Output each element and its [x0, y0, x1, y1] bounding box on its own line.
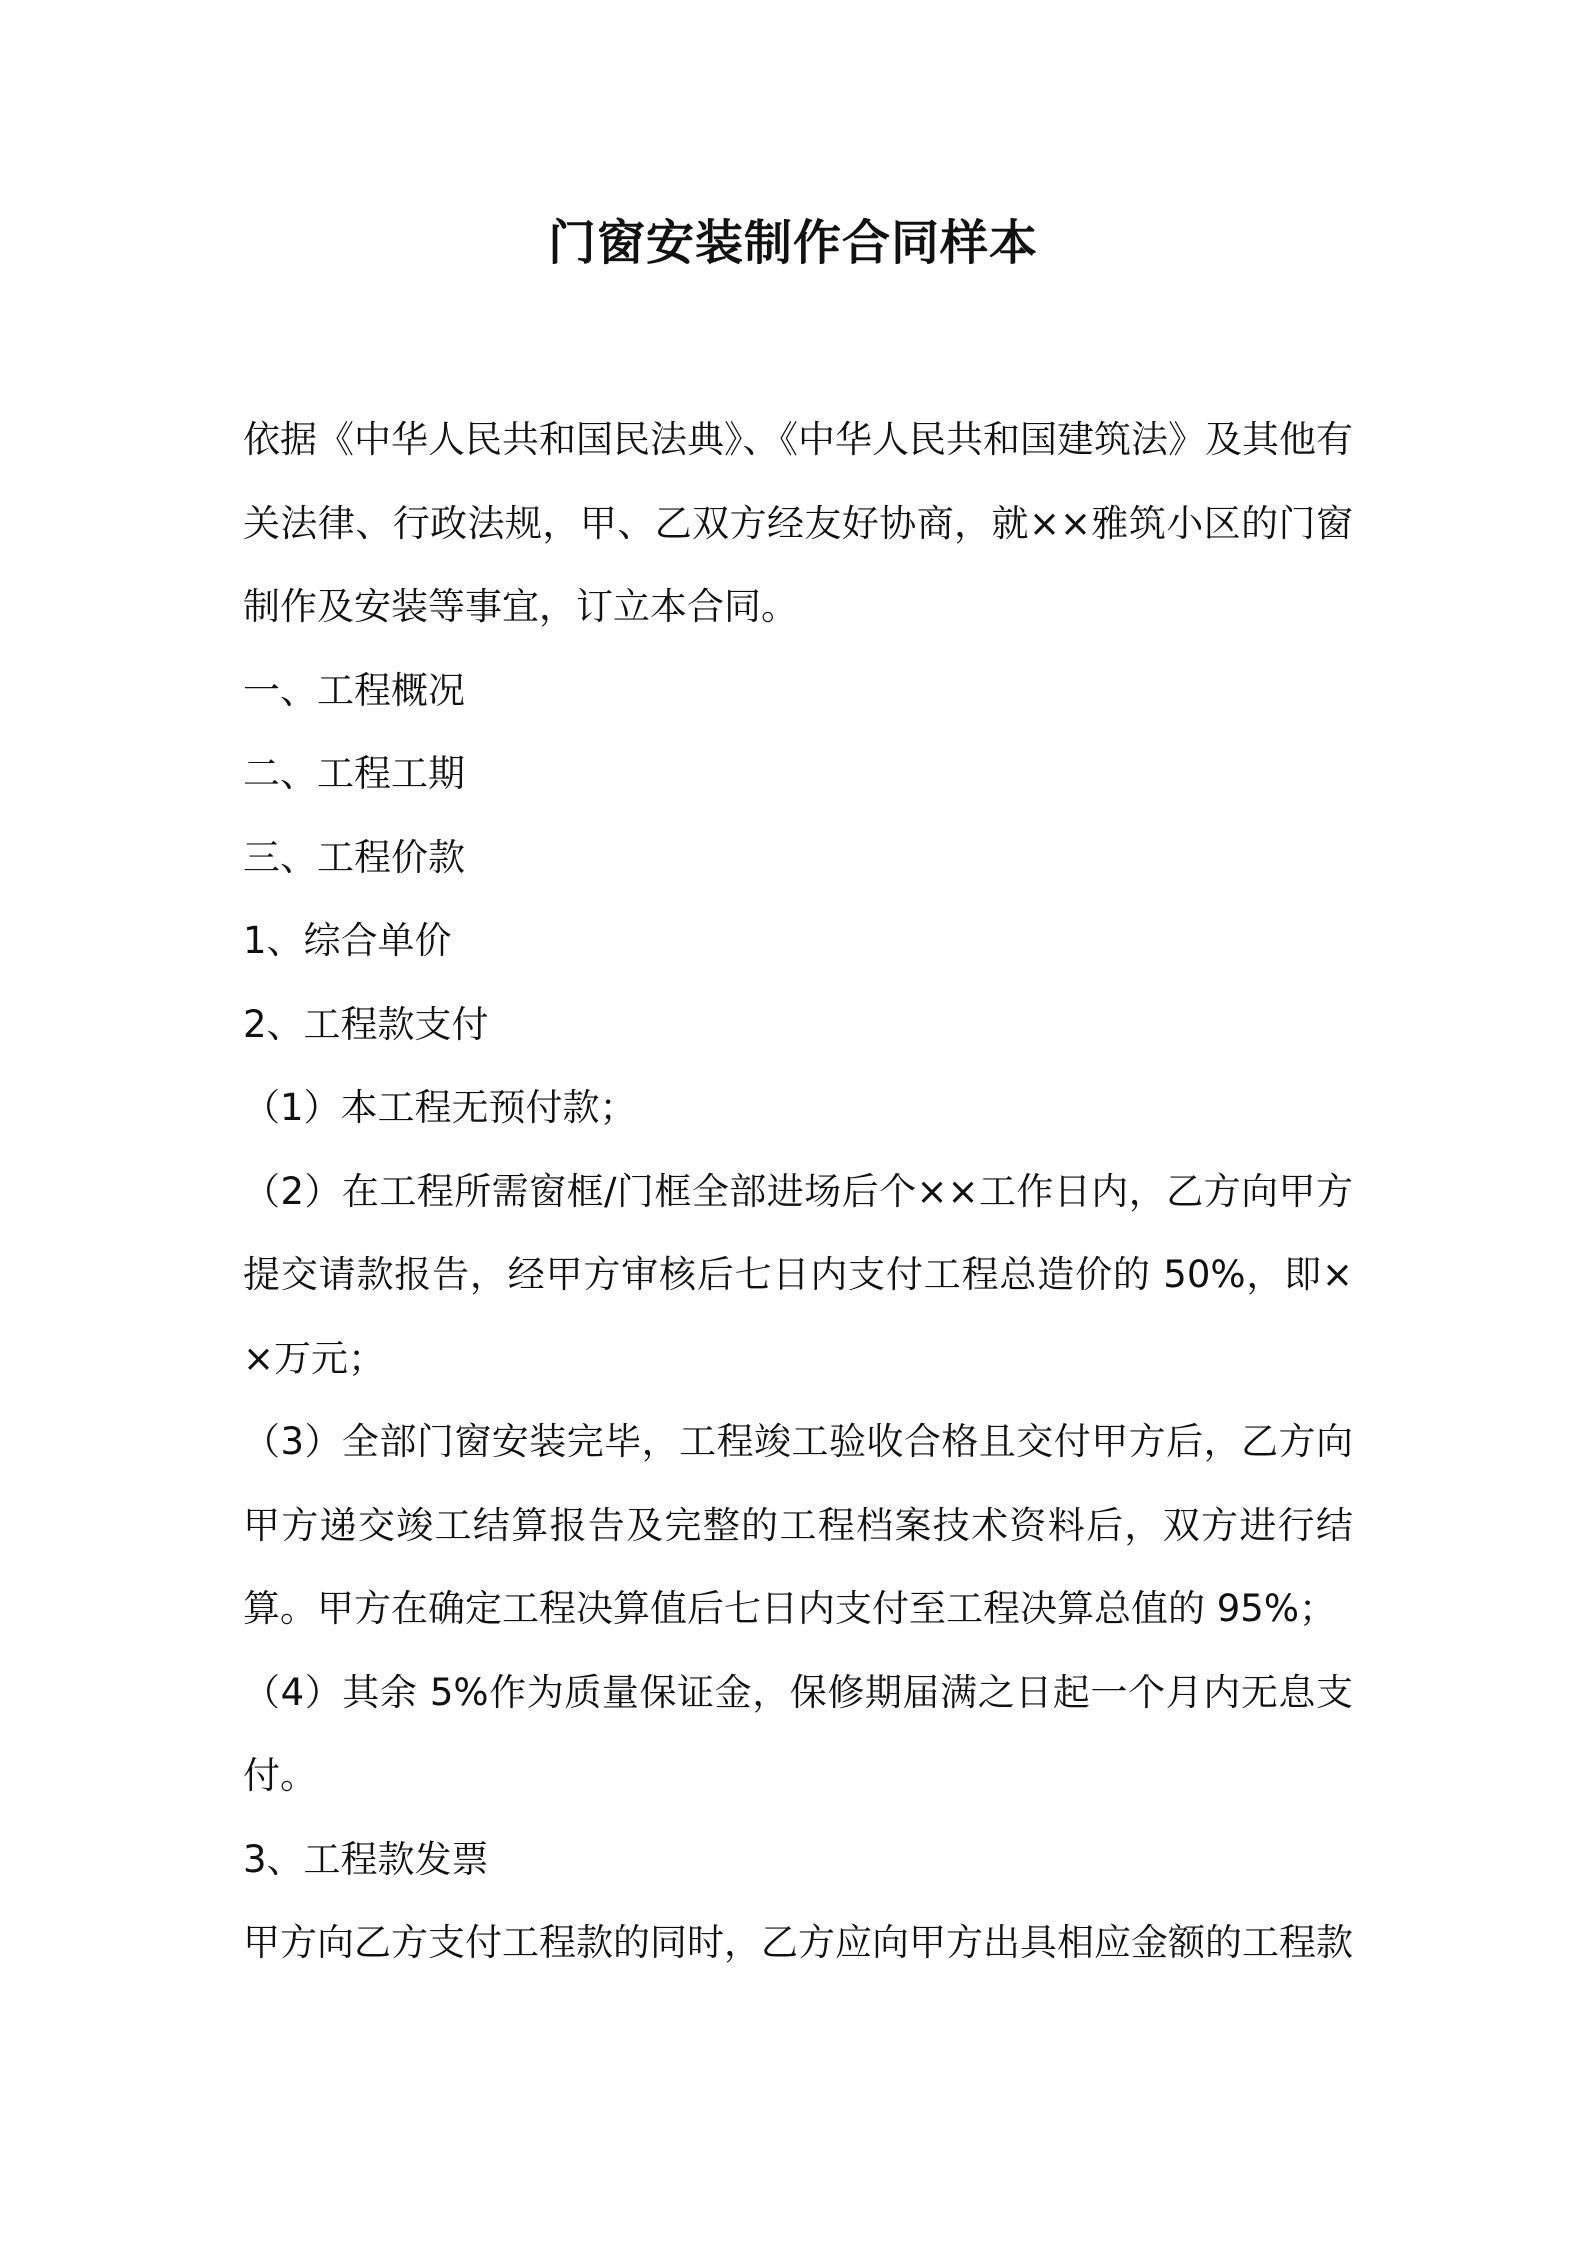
document-title: 门窗安装制作合同样本 [547, 215, 1038, 271]
subheading-unit-price: 1、综合单价 [243, 919, 452, 962]
section-heading-project-schedule: 二、工程工期 [243, 752, 465, 795]
document-body [243, 398, 1353, 1985]
intro-paragraph: 依据《中华人民共和国民法典》、《中华人民共和国建筑法》及其他有关法律、行政法规，甲、乙双方经友好协商，就××雅筑小区的门窗制作及安装等事宜，订立本合同。 [243, 418, 1353, 628]
section-heading-project-overview: 一、工程概况 [243, 668, 465, 712]
subheading-invoice: 3、工程款发票 [243, 1837, 489, 1881]
invoice-paragraph: 甲方向乙方支付工程款的同时，乙方应向甲方出具相应金额的工程款 [243, 1921, 1353, 1964]
payment-item-2: （2）在工程所需窗框/门框全部进场后个××工作日内，乙方向甲方提交请款报告，经甲方审核后七日内支付工程总造价的 50%，即××万元； [243, 1169, 1353, 1380]
section-heading-project-price: 三、工程价款 [243, 835, 465, 879]
subheading-payment: 2、工程款支付 [243, 1002, 489, 1046]
payment-item-1: （1）本工程无预付款； [243, 1086, 637, 1129]
payment-item-4: （4）其余 5%作为质量保证金，保修期届满之日起一个月内无息支付。 [243, 1670, 1353, 1797]
payment-item-3: （3）全部门窗安装完毕，工程竣工验收合格且交付甲方后，乙方向甲方递交竣工结算报告及完整的工程档案技术资料后，双方进行结算。甲方在确定工程决算值后七日内支付至工程决算总值的 95%； [243, 1420, 1353, 1630]
